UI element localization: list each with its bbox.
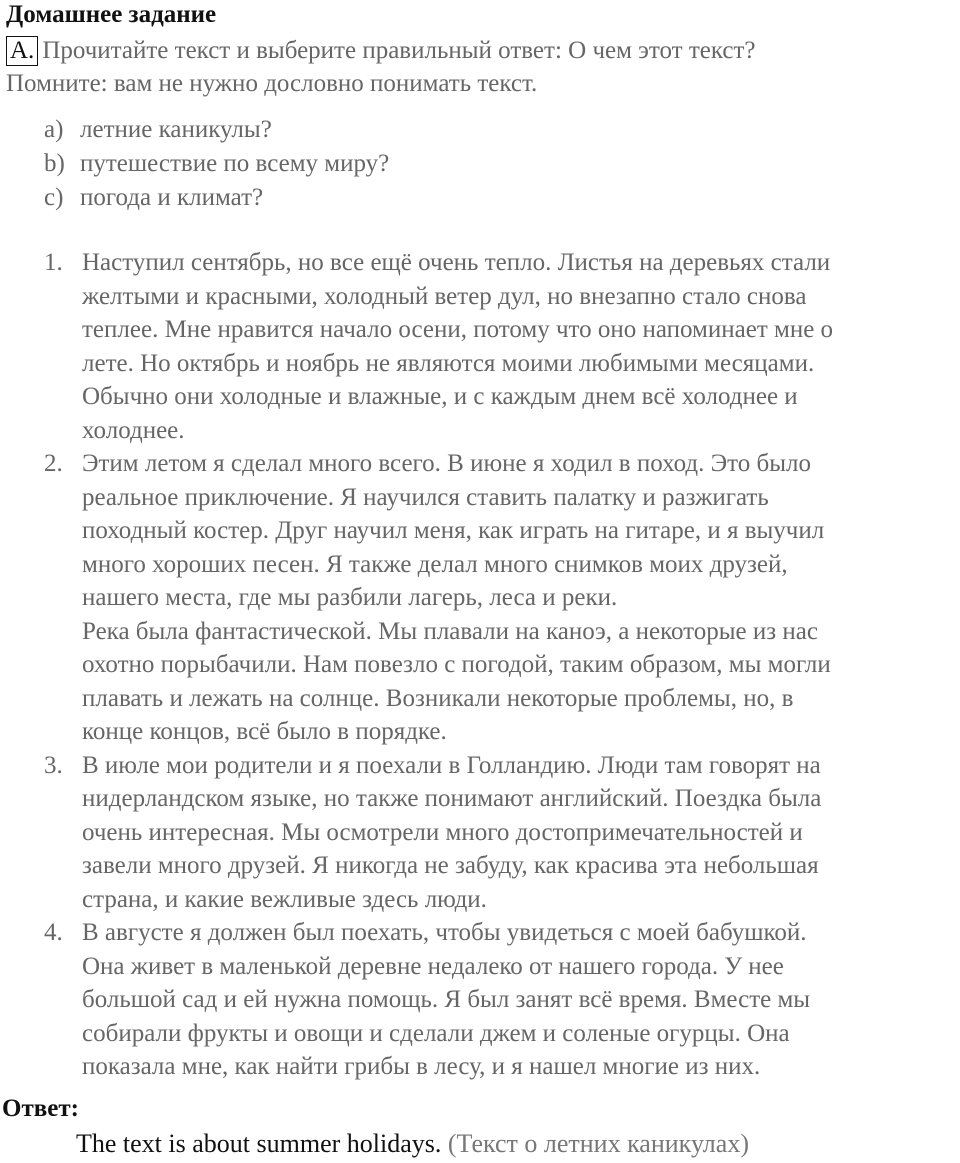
text-line: завели много друзей. Я никогда не забуду, как красива эта небольшая: [82, 852, 819, 879]
text-line: охотно порыбачили. Нам повезло с погодой, таким образом, мы могли: [82, 651, 831, 678]
task-instruction: Прочитайте текст и выберите правильный ответ: О чем этот текст?: [42, 37, 756, 64]
option-text: погода и климат?: [80, 184, 264, 211]
text-line: теплее. Мне нравится начало осени, потому что оно напоминает мне о: [82, 316, 834, 343]
option-text: летние каникулы?: [80, 116, 272, 143]
text-paragraph: [82, 916, 960, 1084]
text-item-4: [44, 916, 960, 1084]
text-line: очень интересная. Мы осмотрели много достопримечательностей и: [82, 818, 803, 846]
text-line: собирали фрукты и овощи и сделали джем и соленые огурцы. Она: [82, 1019, 790, 1047]
text-line: В августе я должен был поехать, чтобы увидеться с моей бабушкой.: [82, 919, 807, 946]
text-line: нашего места, где мы разбили лагерь, леса и реки.: [82, 584, 618, 611]
text-number: 4.: [44, 919, 63, 946]
text-line: страна, и какие вежливые здесь люди.: [82, 885, 487, 913]
option-item-b: [44, 147, 389, 181]
text-line: много хороших песен. Я также делал много снимков моих друзей,: [82, 550, 788, 578]
text-line: желтыми и красными, холодный ветер дул, но внезапно стало снова: [82, 282, 807, 310]
text-number: 1.: [44, 249, 63, 276]
task-instruction-block: [6, 34, 946, 100]
text-paragraph: [82, 447, 960, 749]
page-title: Домашнее задание: [6, 1, 217, 28]
answer-heading: Ответ:: [2, 1095, 79, 1122]
text-line: лете. Но октябрь и ноябрь не являются моими любимыми месяцами.: [82, 349, 815, 377]
text-line: Обычно они холодные и влажные, и с каждым днем всё холоднее и: [82, 383, 798, 410]
text-item-3: [44, 749, 960, 917]
text-line: походный костер. Друг научил меня, как играть на гитаре, и я выучил: [82, 517, 825, 544]
answer-english: The text is about summer holidays.: [76, 1129, 442, 1158]
option-letter: c): [44, 184, 64, 211]
text-line: холоднее.: [82, 416, 185, 444]
answer-options-list: [44, 113, 389, 215]
task-label-box: A.: [6, 36, 38, 66]
text-number: 2.: [44, 450, 63, 477]
text-line: Река была фантастической. Мы плавали на каноэ, а некоторые из нас: [82, 617, 818, 645]
option-item-a: [44, 113, 389, 147]
option-letter: a): [44, 116, 64, 143]
text-line: плавать и лежать на солнце. Возникали некоторые проблемы, но, в: [82, 684, 794, 712]
option-text: путешествие по всему миру?: [80, 150, 390, 177]
text-item-1: [44, 246, 960, 447]
text-line: реальное приключение. Я научился ставить палатку и разжигать: [82, 483, 769, 511]
text-line: большой сад и ей нужна помощь. Я был занят всё время. Вместе мы: [82, 986, 811, 1013]
text-line: показала мне, как найти грибы в лесу, и я нашел многие из них.: [82, 1053, 761, 1080]
answer-russian: (Текст о летних каникулах): [447, 1129, 749, 1158]
text-line: нидерландском языке, но также понимают английский. Поездка была: [82, 785, 822, 812]
option-item-c: [44, 181, 389, 215]
text-line: В июле мои родители и я поехали в Голландию. Люди там говорят на: [82, 751, 821, 779]
task-note: Помните: вам не нужно дословно понимать текст.: [6, 70, 538, 97]
text-line: конце концов, всё было в порядке.: [82, 718, 447, 745]
answer-text: [76, 1128, 749, 1160]
text-paragraph: [82, 246, 960, 447]
text-paragraph: [82, 749, 960, 917]
text-line: Она живет в маленькой деревне недалеко от нашего города. У нее: [82, 952, 784, 980]
reading-texts-list: [44, 246, 960, 1084]
text-line: Наступил сентябрь, но все ещё очень тепло. Листья на деревьях стали: [82, 249, 831, 276]
text-number: 3.: [44, 751, 63, 779]
text-item-2: [44, 447, 960, 749]
option-letter: b): [44, 150, 65, 177]
text-line: Этим летом я сделал много всего. В июне я ходил в поход. Это было: [82, 450, 811, 477]
